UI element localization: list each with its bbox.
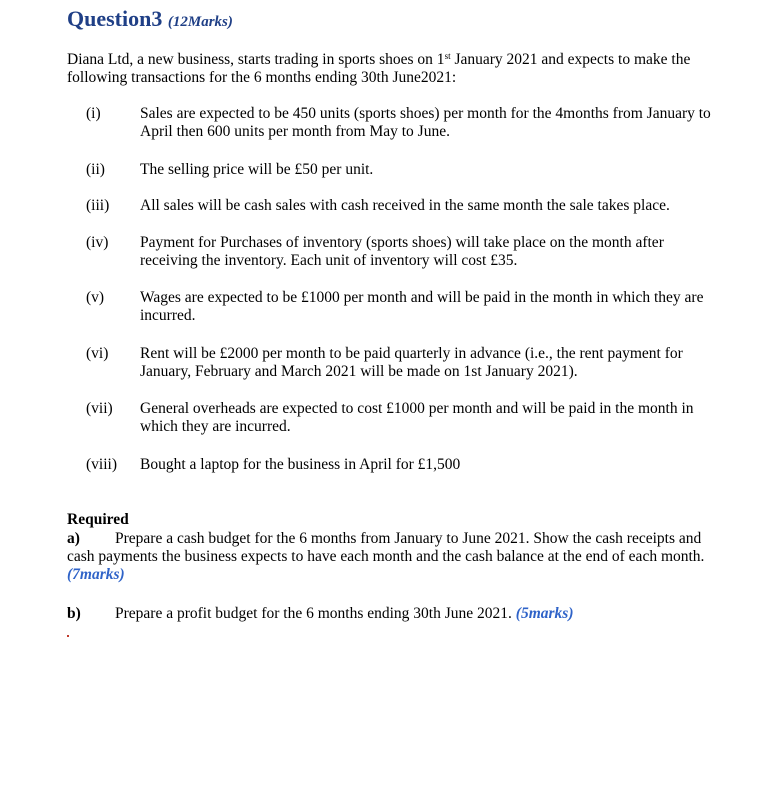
question-title-text: Question3 <box>67 6 163 31</box>
list-item-text: Wages are expected to be £1000 per month and will be paid in the month in which they are incurred. <box>140 289 704 324</box>
part-b-text: Prepare a profit budget for the 6 months ending 30th June 2021. <box>115 605 512 622</box>
list-item-number: (iii) <box>86 197 110 214</box>
question-marks: (12Marks) <box>167 14 233 30</box>
list-item-text: Bought a laptop for the business in April for £1,500 <box>140 456 461 473</box>
list-item-number: (vii) <box>86 400 113 417</box>
list-item-number: (i) <box>86 105 101 122</box>
list-item-number: (ii) <box>86 161 105 178</box>
question-title <box>67 6 233 32</box>
part-a-marks: (7marks) <box>67 566 125 583</box>
intro-text-end: January 2021 and expects to make the following transactions for the 6 months ending 30th June2021: <box>67 51 691 86</box>
part-a-text: Prepare a cash budget for the 6 months from January to June 2021. Show the cash receipts and cash payments the business expects to have each month and the cash balance at the end of each month. <box>67 530 705 565</box>
list-item-text: The selling price will be £50 per unit. <box>140 161 374 178</box>
intro-text-start: Diana Ltd, a new business, starts trading in sports shoes on 1 <box>67 51 445 68</box>
list-item-text: Payment for Purchases of inventory (sports shoes) will take place on the month after receiving the inventory. Each unit of inventory will cost £35. <box>140 234 664 269</box>
list-item-text: General overheads are expected to cost £1000 per month and will be paid in the month in which they are incurred. <box>140 400 694 435</box>
part-b-marks: (5marks) <box>515 605 574 622</box>
list-item-text: All sales will be cash sales with cash received in the same month the sale takes place. <box>140 197 670 214</box>
list-item-number: (vi) <box>86 345 109 362</box>
list-item-number: (viii) <box>86 456 117 473</box>
list-item-number: (iv) <box>86 234 109 251</box>
intro-superscript: st <box>444 51 451 61</box>
required-part-a <box>67 530 717 584</box>
stray-mark <box>67 635 69 637</box>
list-item-number: (v) <box>86 289 105 306</box>
required-heading: Required <box>67 511 129 528</box>
part-b-line <box>115 605 715 623</box>
list-item-text: Rent will be £2000 per month to be paid quarterly in advance (i.e., the rent payment for January, February and March 2021 will be made on 1st January 2021). <box>140 345 683 380</box>
list-item-text: Sales are expected to be 450 units (sports shoes) per month for the 4months from January to April then 600 units per month from May to June. <box>140 105 711 140</box>
part-b-tag: b) <box>67 605 81 622</box>
intro-paragraph <box>67 51 717 87</box>
part-a-tag: a) <box>67 530 80 547</box>
